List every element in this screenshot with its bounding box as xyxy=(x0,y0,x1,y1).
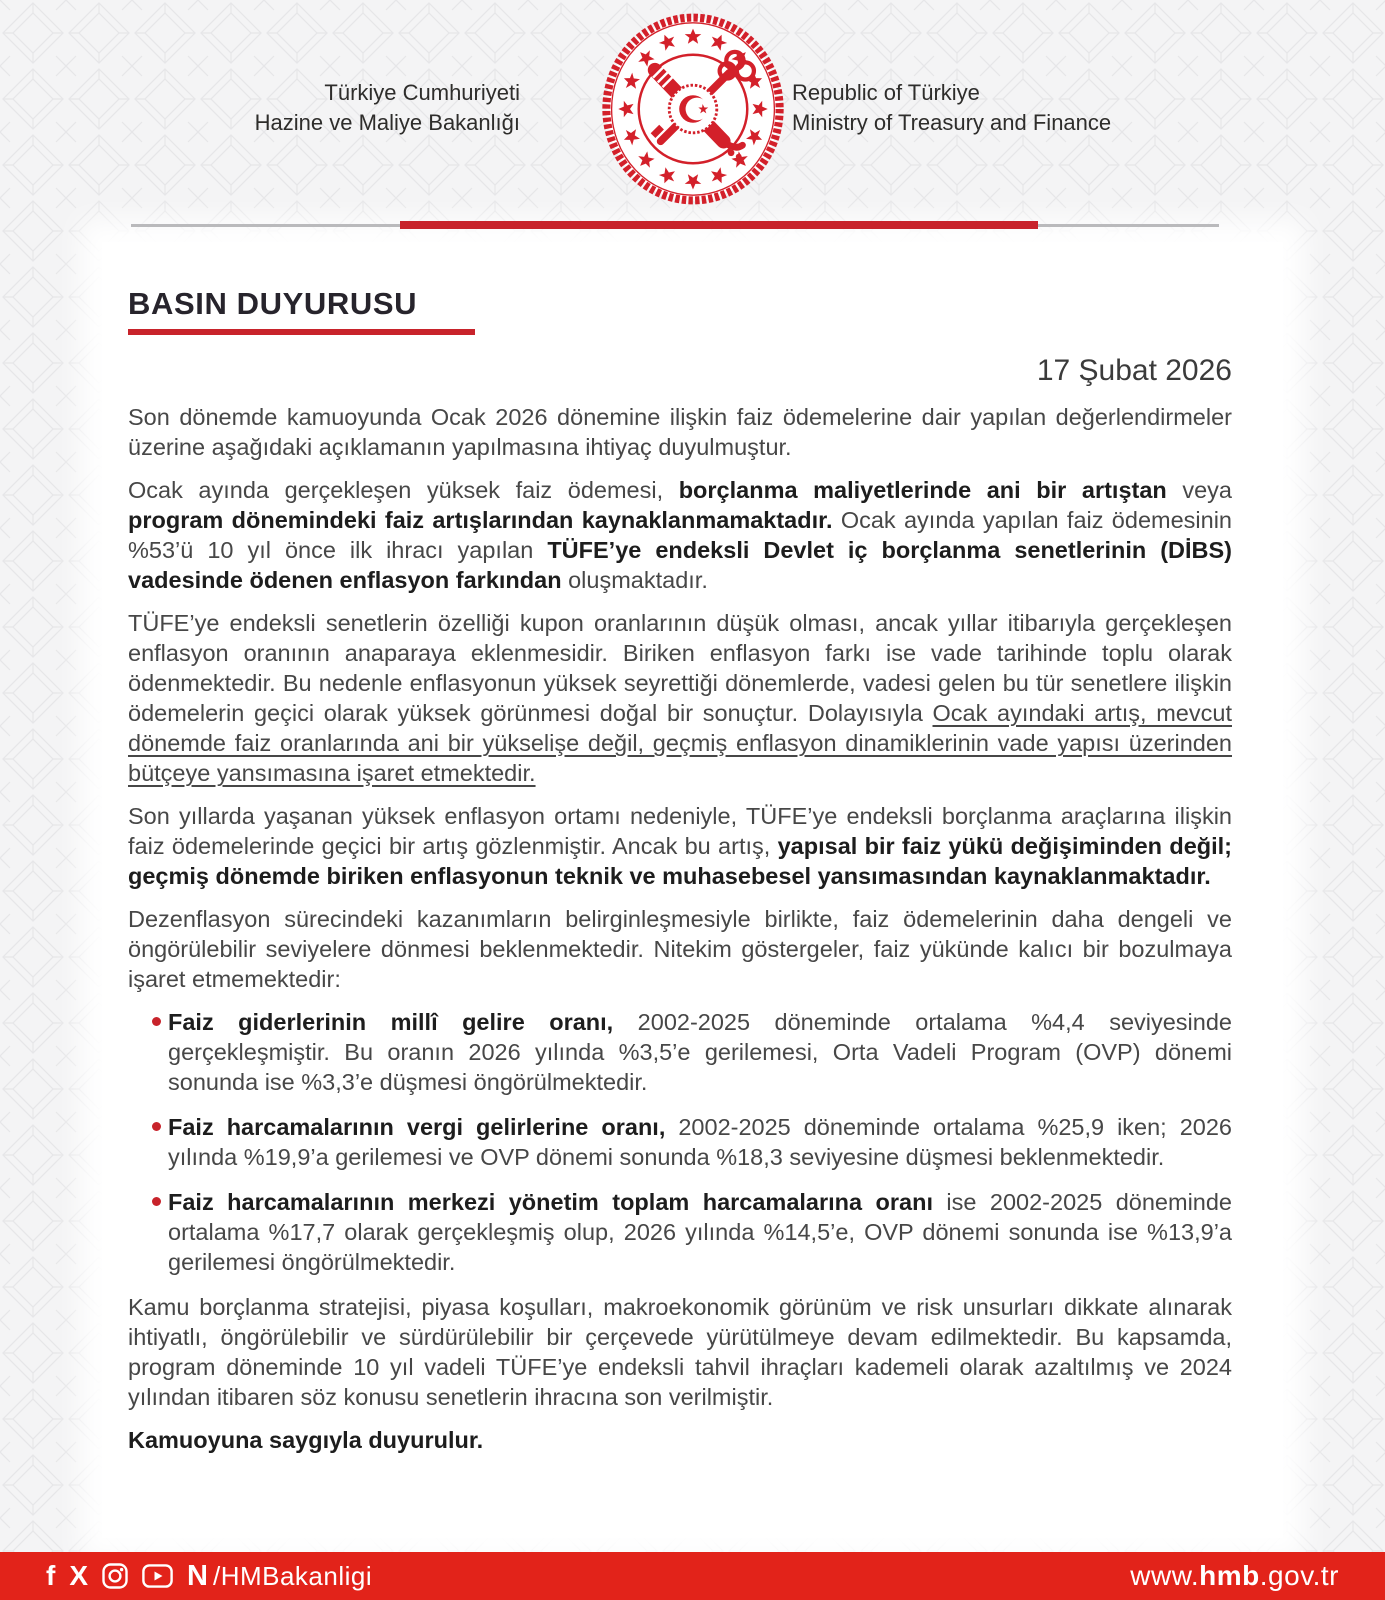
text-segment: ise 2002-2025 döneminde ortalama %17,7 olarak gerçekleşmiş olup, 2026 yılında %14,5’e, OVP dönemi sonunda ise %13,9’a gerilemesi öngörülmektedir. xyxy=(168,1189,1232,1275)
underlined-segment: Ocak ayındaki artış, mevcut dönemde faiz oranlarında ani bir yükselişe değil, geçmiş enflasyon dinamiklerinin vade yapısı üzerinden bütçeye yansımasına işaret etmektedir. xyxy=(128,700,1232,786)
press-release-body xyxy=(128,402,1232,1468)
website-hmb: hmb xyxy=(1199,1560,1260,1591)
paragraph-6 xyxy=(128,1292,1232,1412)
text-segment: Dezenflasyon sürecindeki kazanımların belirginleşmesiyle birlikte, faiz ödemelerinin daha dengeli ve öngörülebilir seviyelere dönmesi beklenmektedir. Nitekim göstergeler, faiz yükünde kalıcı bir bozulmaya işaret etmemektedir: xyxy=(128,906,1232,992)
text-segment: Son yıllarda yaşanan yüksek enflasyon ortamı nedeniyle, TÜFE’ye endeksli borçlanma araçlarına ilişkin faiz ödemelerinde geçici bir artış gözlenmiştir. Ancak bu artış, xyxy=(128,803,1232,859)
paragraph-2 xyxy=(128,475,1232,595)
title-underline xyxy=(128,329,475,335)
bold-segment: yapısal bir faiz yükü değişiminden değil; geçmiş dönemde biriken enflasyonun teknik ve muhasebesel yansımasından kaynaklanmaktadır. xyxy=(128,833,1232,889)
bullet-item xyxy=(128,1187,1232,1277)
text-segment: Son dönemde kamuoyunda Ocak 2026 dönemine ilişkin faiz ödemelerine dair yapılan değerlendirmeler üzerine aşağıdaki açıklamanın yapılmasına ihtiyaç duyulmuştur. xyxy=(128,404,1232,460)
x-icon[interactable]: X xyxy=(69,1560,89,1591)
org-name-en-line2: Ministry of Treasury and Finance xyxy=(792,110,1112,135)
bullet-text xyxy=(168,1007,1232,1097)
bullet-list xyxy=(128,1007,1232,1277)
bullet-dot xyxy=(152,1197,161,1206)
org-name-en-line1: Republic of Türkiye xyxy=(792,80,980,105)
bullet-text xyxy=(168,1112,1232,1172)
text-segment: 2002-2025 döneminde ortalama %4,4 seviyesinde gerçekleşmiştir. Bu oranın 2026 yılında %3,5’e gerilemesi, Orta Vadeli Program (OVP) dönemi sonunda ise %3,3’e düşmesi öngörülmektedir. xyxy=(168,1009,1232,1095)
bold-segment: Faiz harcamalarının merkezi yönetim toplam harcamalarına oranı xyxy=(168,1189,933,1215)
social-handle[interactable]: /HMBakanligi xyxy=(212,1560,373,1591)
text-segment: Ocak ayında yapılan faiz ödemesinin %53’ü 10 yıl önce ilk ihracı yapılan xyxy=(128,507,1232,563)
emblem-crescent-medallion xyxy=(669,85,717,133)
org-name-tr xyxy=(255,78,520,138)
bold-segment: borçlanma maliyetlerinde ani bir artıştan xyxy=(678,477,1167,503)
instagram-icon[interactable] xyxy=(102,1563,128,1589)
footer-bar xyxy=(0,1552,1385,1600)
bold-segment: Faiz giderlerinin millî gelire oranı, xyxy=(168,1009,614,1035)
website-url[interactable] xyxy=(1130,1560,1339,1592)
facebook-icon[interactable]: f xyxy=(46,1560,56,1591)
bullet-dot xyxy=(152,1017,161,1026)
bold-segment: TÜFE’ye endeksli Devlet iç borçlanma senetlerinin (DİBS) vadesinde ödenen enflasyon farkından xyxy=(128,537,1233,593)
text-segment: 2002-2025 döneminde ortalama %25,9 iken; 2026 yılında %19,9’a gerilemesi ve OVP dönemi sonunda %18,3 seviyesine düşmesi beklenmektedir. xyxy=(168,1114,1232,1170)
text-segment: Kamu borçlanma stratejisi, piyasa koşulları, makroekonomik görünüm ve risk unsurları dikkate alınarak ihtiyatlı, öngörülebilir ve sürdürülebilir bir çerçevede yürütülmeye devam edilmektedir. Bu kapsamda, program döneminde 10 yıl vadeli TÜFE’ye endeksli tahvil ihraçları kademeli olarak azaltılmış ve 2024 yılından itibaren söz konusu senetlerin ihracına son verilmiştir. xyxy=(128,1294,1232,1410)
bold-segment: Faiz harcamalarının vergi gelirlerine oranı, xyxy=(168,1114,666,1140)
nsosyal-icon[interactable]: N xyxy=(187,1559,207,1592)
bullet-dot xyxy=(152,1122,161,1131)
bullet-text xyxy=(168,1187,1232,1277)
header-divider-red-segment xyxy=(400,221,1038,229)
bold-segment: program dönemindeki faiz artışlarından kaynaklanmamaktadır. xyxy=(128,507,833,533)
paragraph-1 xyxy=(128,402,1232,462)
text-segment: Ocak ayında gerçekleşen yüksek faiz ödemesi, xyxy=(128,477,679,503)
text-segment: oluşmaktadır. xyxy=(561,567,708,593)
bullet-item xyxy=(128,1007,1232,1097)
paragraph-5 xyxy=(128,904,1232,994)
ministry-emblem-icon xyxy=(597,10,789,208)
bullet-item xyxy=(128,1112,1232,1172)
youtube-icon[interactable] xyxy=(142,1564,173,1588)
org-name-tr-line1: Türkiye Cumhuriyeti xyxy=(324,80,520,105)
paragraph-4 xyxy=(128,801,1232,891)
org-name-en xyxy=(792,78,1111,138)
org-name-tr-line2: Hazine ve Maliye Bakanlığı xyxy=(254,110,520,135)
website-suffix: .gov.tr xyxy=(1259,1560,1339,1591)
press-date: 17 Şubat 2026 xyxy=(1036,354,1232,387)
social-icons xyxy=(46,1559,207,1592)
text-segment: veya xyxy=(1166,477,1233,503)
page-title: BASIN DUYURUSU xyxy=(128,286,418,321)
website-www: www. xyxy=(1130,1560,1200,1591)
text-segment: TÜFE’ye endeksli senetlerin özelliği kupon oranlarının düşük olması, ancak yıllar itibarıyla gerçekleşen enflasyon oranının anaparaya eklenmesidir. Biriken enflasyon farkı ise vade tarihinde toplu olarak ödenmektedir. Bu nedenle enflasyonun yüksek seyrettiği dönemlerde, vadesi gelen bu tür senetlere ilişkin ödemelerin geçici olarak yüksek görünmesi doğal bir sonuçtur. Dolayısıyla xyxy=(128,610,1232,726)
closing-line: Kamuoyuna saygıyla duyurulur. xyxy=(128,1427,484,1453)
paragraph-3 xyxy=(128,608,1232,788)
